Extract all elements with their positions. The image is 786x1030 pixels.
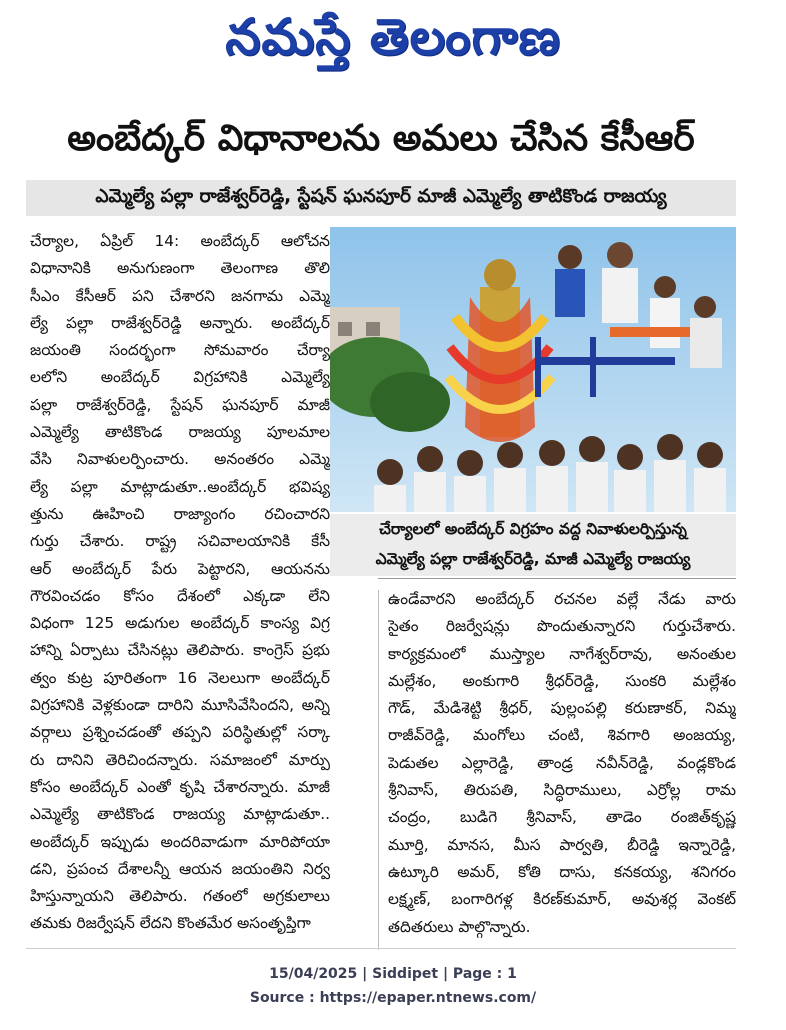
newspaper-masthead: నమస్తే తెలంగాణ (225, 7, 561, 66)
article-text-line: చేర్యాల, ఏప్రిల్ 14: అంబేద్కర్ ఆలోచన (30, 232, 330, 250)
edition-info: 15/04/2025 | Siddipet | Page : 1 (269, 966, 517, 982)
article-text-line: విగ్రహానికి వెళ్లకుండా దారిని మూసివేసిందని, అన్ని (30, 696, 330, 715)
article-text-line: విధంగా 125 అడుగుల అంబేద్కర్ కాంస్య విగ్ర (30, 614, 330, 633)
statue-garlanding-photo (330, 227, 736, 512)
article-text-line: ల్యే పల్లా మాట్లాడుతూ..అంబేద్కర్ భవిష్య (30, 477, 330, 496)
article-text-line: శ్రీనివాస్, తిరుపతి, సిద్ధిరాములు, ఎర్రోల్ల రామ (388, 781, 736, 800)
article-text-line: లక్ష్మణ్, బంగారిగళ్ల కిరణ్‌కుమార్, అవుశర్ల వెంకట్ (388, 890, 736, 909)
article-text-line: మూర్తి, మానస, మీస పార్వతి, బీరెడ్డి ఇన్నారెడ్డి, (388, 835, 736, 854)
column-divider (378, 590, 379, 950)
article-text-line: ల్యే పల్లా రాజేశ్వర్‌రెడ్డి అన్నారు. అంబేద్కర్ (30, 313, 330, 332)
article-text-line: హాన్ని ఏర్పాటు చేసినట్లు తెలిపారు. కాంగ్రెస్ ప్రభు (30, 641, 330, 660)
source-link[interactable]: Source : https://epaper.ntnews.com/ (249, 990, 537, 1006)
article-text-line: గుర్తు చేశారు. రాష్ట్ర సచివాలయానికి కేసీ (30, 532, 330, 551)
article-subheadline: ఎమ్మెల్యే పల్లా రాజేశ్వర్‌రెడ్డి, స్టేషన్ ఘనపూర్ మాజీ ఎమ్మెల్యే తాటికొండ రాజయ్య (26, 180, 736, 216)
article-text-line: జయంతి సందర్భంగా సోమవారం చేర్యా (30, 341, 330, 360)
article-text-line: త్వం కుట్ర పూరితంగా 16 నెలలుగా అంబేద్కర్ (30, 668, 330, 687)
article-text-line: మల్లేశం, అంకుగారి శ్రీధర్‌రెడ్డి, సుంకరి మల్లేశం (388, 671, 736, 690)
article-text-line: ఉట్కూరి అమర్, కోతి దాసు, కనకయ్య, శనిగరం (388, 862, 736, 881)
article-text-line: చంద్రం, బుడిగె శ్రీనివాస్, తాడెం రంజిత్‌కృష్ణ (388, 808, 736, 827)
article-text-line: కార్యక్రమంలో ముస్త్యాల నాగేశ్వర్‌రావు, అనంతుల (388, 644, 736, 663)
article-text-line: ఎమ్మెల్యే తాటికొండ రాజయ్య మాట్లాడుతూ.. (30, 805, 330, 824)
clipping-bottom-border (26, 948, 736, 949)
article-text-line: త్తును ఊహించి రాజ్యాంగం రచించారని (30, 504, 330, 523)
article-headline: అంబేద్కర్ విధానాలను అమలు చేసిన కేసీఆర్ (67, 118, 695, 159)
article-text-line: సైతం రిజర్వేషన్లు పొందుతున్నారని గుర్తుచేశారు. (388, 617, 736, 636)
article-text-line: పెడుతల ఎల్లారెడ్డి, తాండ్ర నవీన్‌రెడ్డి, వండ్లకొండ (388, 753, 736, 772)
article-text-line: తమకు రిజర్వేషన్ లేదని కొంతమేర అసంతృప్తిగా (30, 914, 311, 933)
news-clipping (26, 112, 736, 952)
article-text-line: కోసం అంబేద్కర్ ఎంతో కృషి చేశారన్నారు. మాజీ (30, 777, 330, 796)
article-text-line: వర్గాలు ప్రశ్నించడంతో తప్పని పరిస్థితుల్లో సర్కా (30, 723, 330, 742)
article-text-line: గౌరవించడం కోసం దేశంలో ఎక్కడా లేని (30, 586, 330, 605)
article-text-line: వేసి నివాళులర్పించారు. అనంతరం ఎమ్మె (30, 450, 330, 469)
article-text-line: పల్లా రాజేశ్వర్‌రెడ్డి, స్టేషన్ ఘనపూర్ మాజీ (30, 395, 330, 414)
article-text-line: రు దానిని తెరిచిందన్నారు. సమాజంలో మార్పు (30, 750, 330, 769)
article-text-line: డని, ప్రపంచ దేశాలన్నీ ఆయన జయంతిని నిర్వ (30, 859, 330, 878)
left-text-column (30, 228, 330, 948)
article-text-line: ఉండేవారని అంబేద్కర్ రచనల వల్లే నేడు వారు (388, 590, 736, 608)
caption-divider (378, 578, 736, 579)
news-photo (330, 227, 736, 512)
photo-caption-line: ఎమ్మెల్యే పల్లా రాజేశ్వర్‌రెడ్డి, మాజీ ఎమ్మెల్యే రాజయ్య (375, 550, 691, 568)
article-text-line: రాజీవ్‌రెడ్డి, మంగోలు చంటి, శివగారి అంజయ్య, (388, 726, 736, 745)
article-text-line: సీఎం కేసీఆర్ పని చేశారని జనగామ ఎమ్మె (30, 286, 330, 305)
article-text-line: విధానానికి అనుగుణంగా తెలంగాణ తొలి (30, 259, 330, 278)
article-text-line: అంబేద్కర్ ఇప్పుడు అందరివాడుగా మారిపోయా (30, 832, 330, 851)
article-text-line: లలోని అంబేద్కర్ విగ్రహానికి ఎమ్మెల్యే (30, 368, 330, 387)
photo-caption (330, 514, 736, 576)
article-text-line: ఆర్ అంబేద్కర్ పేరు పెట్టారని, ఆయనను (30, 559, 330, 578)
right-text-column (388, 586, 736, 946)
article-text-line: తదితరులు పాల్గొన్నారు. (388, 917, 531, 936)
photo-caption-line: చేర్యాలలో అంబేద్కర్ విగ్రహం వద్ద నివాళులర్పిస్తున్న (379, 520, 687, 538)
article-text-line: గౌడ్, మేడిశెట్టి శ్రీధర్, పుల్లంపల్లి కరుణాకర్, నిమ్మ (388, 699, 736, 718)
article-text-line: హిస్తున్నాయని తెలిపారు. గతంలో అగ్రకులాలు (30, 887, 330, 906)
article-text-line: ఎమ్మెల్యే తాటికొండ రాజయ్య పూలమాల (30, 423, 330, 442)
